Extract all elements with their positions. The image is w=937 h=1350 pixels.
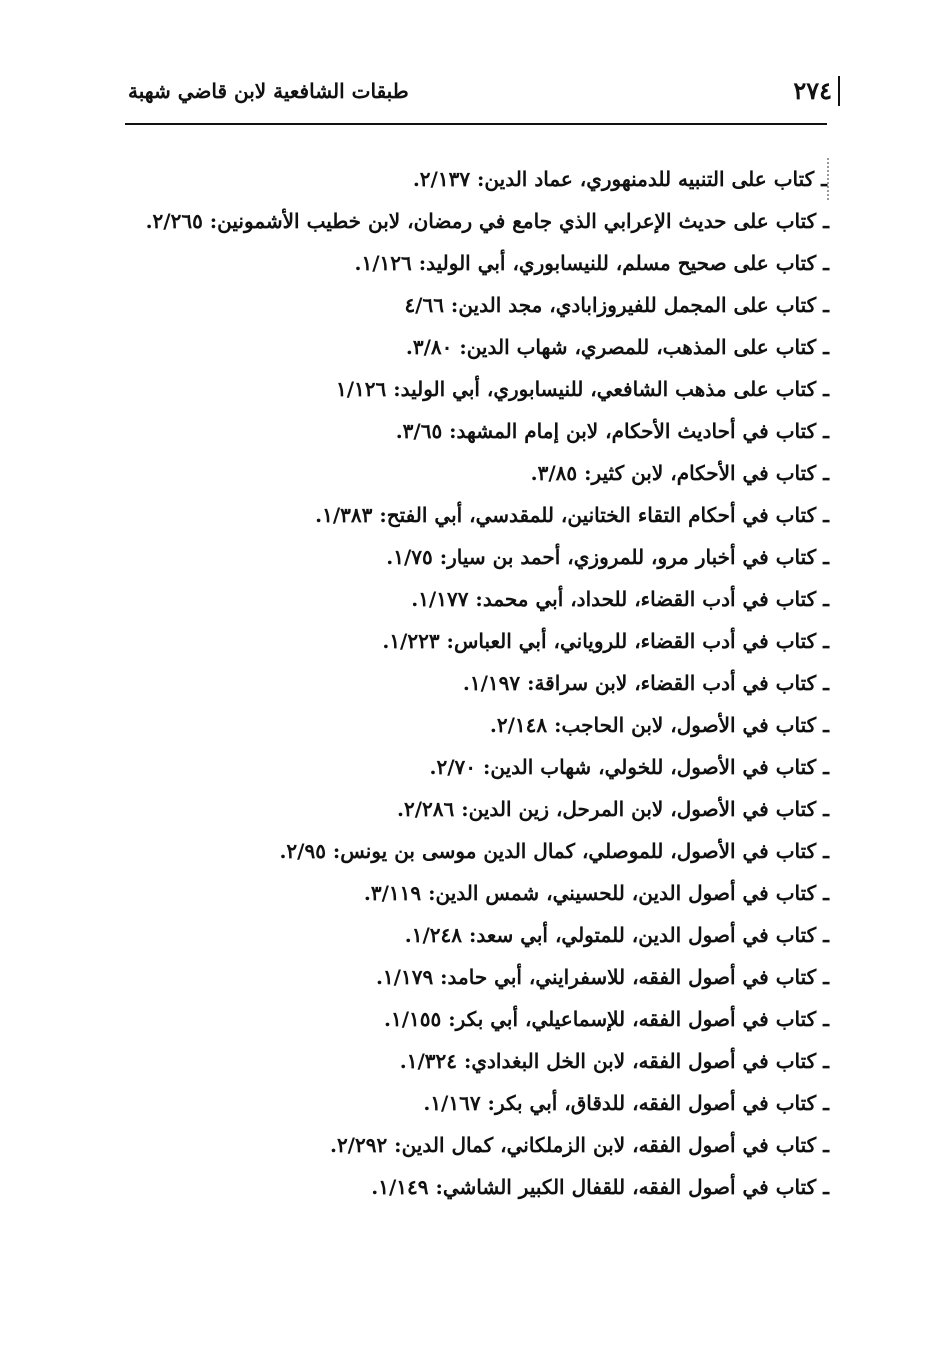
index-entry: ـ كتاب في الأصول، لابن المرحل، زين الدين: ٢/٢٨٦. <box>397 797 829 821</box>
index-entry: ـ كتاب في الأصول، لابن الحاجب: ٢/١٤٨. <box>489 713 829 737</box>
index-entry: ـ كتاب في أصول الفقه، لابن الخل البغدادي: ١/٣٢٤. <box>399 1049 829 1073</box>
index-entry: ـ كتاب في الأصول، للموصلي، كمال الدين موسى بن يونس: ٢/٩٥. <box>279 839 829 863</box>
index-entry: ـ كتاب في أصول الدين، للحسيني، شمس الدين: ٣/١١٩. <box>363 881 829 905</box>
running-header-title: طبقات الشافعية لابن قاضي شهبة <box>128 79 409 103</box>
index-entry: ـ كتاب في أحاديث الأحكام، لابن إمام المشهد: ٣/٦٥. <box>395 419 829 443</box>
index-entry: ـ كتاب في الأحكام، لابن كثير: ٣/٨٥. <box>530 461 829 485</box>
index-entry: ـ كتاب على المجمل للفيروزابادي، مجد الدين: ٤/٦٦ <box>404 293 829 317</box>
index-entry: ـ كتاب في أصول الفقه، للإسماعيلي، أبي بكر: ١/١٥٥. <box>384 1007 829 1031</box>
index-entry: ـ كتاب في أصول الفقه، للدقاق، أبي بكر: ١/١٦٧. <box>423 1091 829 1115</box>
index-entry: ـ كتاب على المذهب، للمصري، شهاب الدين: ٣/٨٠. <box>405 335 829 359</box>
index-entry: ـ كتاب على التنبيه للدمنهوري، عماد الدين: ٢/١٣٧. <box>124 158 829 200</box>
index-entry: ـ كتاب في أدب القضاء، للروياني، أبي العباس: ١/٢٢٣. <box>382 629 829 653</box>
index-entry: ـ كتاب في أصول الدين، للمتولي، أبي سعد: ١/٢٤٨. <box>404 923 829 947</box>
index-entry: ـ كتاب في أدب القضاء، لابن سراقة: ١/١٩٧. <box>462 671 829 695</box>
index-entry: ـ كتاب على مذهب الشافعي، للنيسابوري، أبي الوليد: ١/١٢٦ <box>335 377 829 401</box>
page-number: ٢٧٤ <box>793 76 832 105</box>
index-entry: ـ كتاب في أخبار مرو، للمروزي، أحمد بن سيار: ١/٧٥. <box>386 545 829 569</box>
index-entry: ـ كتاب في أصول الفقه، للقفال الكبير الشاشي: ١/١٤٩. <box>371 1175 829 1199</box>
index-entry: ـ كتاب في أصول الفقه، للاسفرايني، أبي حامد: ١/١٧٩. <box>375 965 829 989</box>
index-entries-list <box>124 158 829 1208</box>
index-entry: ـ كتاب في أحكام التقاء الختانين، للمقدسي، أبي الفتح: ١/٣٨٣. <box>315 503 829 527</box>
index-entry: ـ كتاب على صحيح مسلم، للنيسابوري، أبي الوليد: ١/١٢٦. <box>354 251 829 275</box>
index-entry: ـ كتاب في الأصول، للخولي، شهاب الدين: ٢/٧٠. <box>429 755 829 779</box>
page-number-bar <box>838 76 840 106</box>
index-entry: ـ كتاب في أدب القضاء، للحداد، أبي محمد: ١/١٧٧. <box>411 587 829 611</box>
index-entry: ـ كتاب على حديث الإعرابي الذي جامع في رمضان، لابن خطيب الأشمونين: ٢/٢٦٥. <box>145 209 829 233</box>
header-rule <box>125 123 827 125</box>
index-entry: ـ كتاب في أصول الفقه، لابن الزملكاني، كمال الدين: ٢/٢٩٢. <box>329 1133 829 1157</box>
